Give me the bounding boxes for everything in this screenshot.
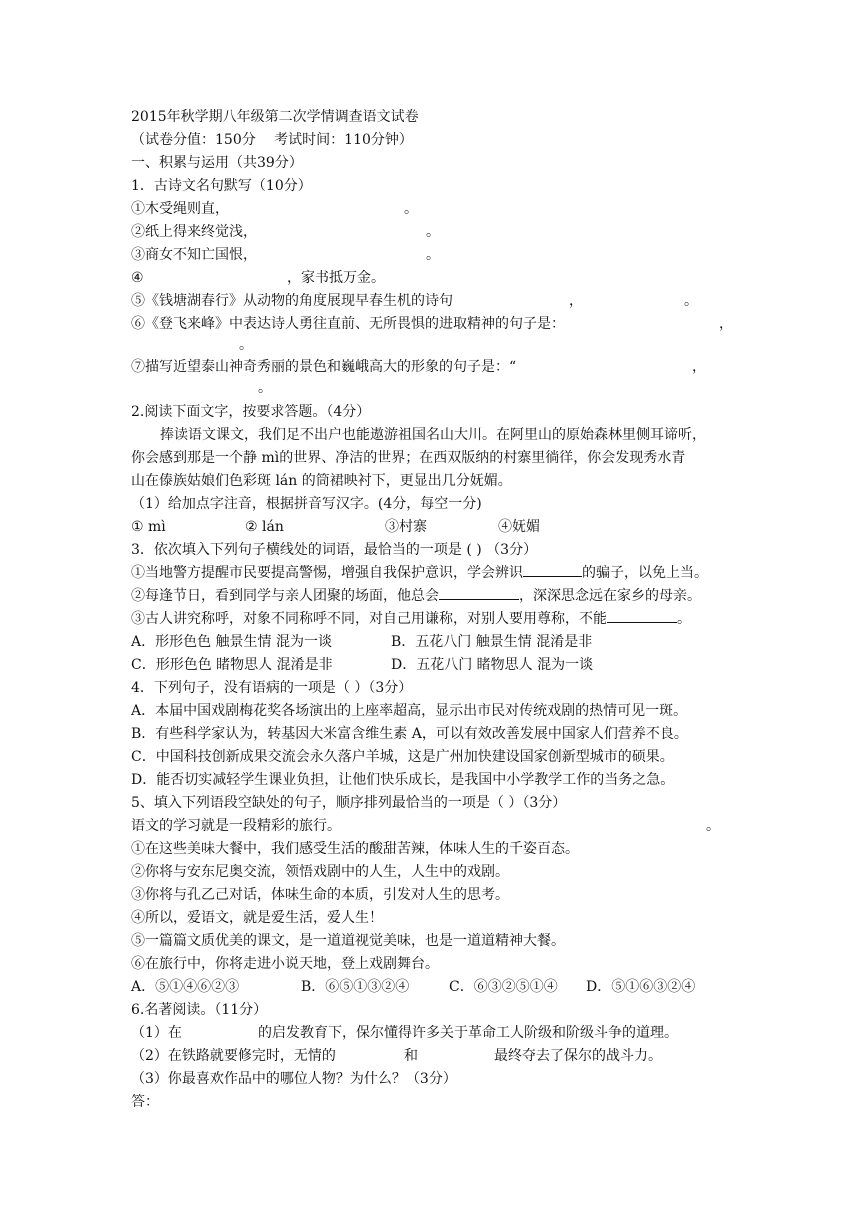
q2-paragraph-line-3: 山在傣族姑娘们色彩斑 lán 的筒裙映衬下，更显出几分妩媚。 <box>131 473 512 489</box>
q1-item-6-comma: ， <box>719 316 733 332</box>
q6-answer-label: 答： <box>131 1094 159 1110</box>
q3-blank-2[interactable] <box>439 587 519 600</box>
q1-item-3-end: 。 <box>426 247 440 263</box>
q5-option-c: C．⑥③②⑤①④ <box>449 979 558 995</box>
q5-heading: 5、填入下列语段空缺处的句子，顺序排列最恰当的一项是（ ）（3分） <box>131 795 567 811</box>
q5-item-4: ④所以，爱语文，就是爱生活，爱人生！ <box>131 910 383 926</box>
q2-option-4: ④妩媚 <box>498 519 540 535</box>
q1-item-6: ⑥《登飞来峰》中表达诗人勇往直前、无所畏惧的进取精神的句子是： <box>131 316 565 332</box>
q1-item-3: ③商女不知亡国恨， <box>131 247 257 263</box>
q4-option-c: C．中国科技创新成果交流会永久落户羊城，这是广州加快建设国家创新型城市的硕果。 <box>131 749 674 765</box>
q3-heading: 3．依次填入下列句子横线处的词语，最恰当的一项是 ( ) （3分） <box>131 542 538 558</box>
exam-info: （试卷分值：150分 考试时间：110分钟） <box>131 132 413 148</box>
q2-option-1: ① mì <box>131 519 166 535</box>
q4-heading: 4．下列句子，没有语病的一项是（ ）（3分） <box>131 680 413 696</box>
q5-option-b: B．⑥⑤①③②④ <box>301 979 410 995</box>
exam-title: 2015年秋学期八年级第二次学情调查语文试卷 <box>131 109 419 125</box>
q3-sentence-2-start: ②每逢节日，看到同学与亲人团聚的场面，他总会 <box>131 588 439 604</box>
q3-sentence-1-end: 的骗子，以免上当。 <box>582 565 708 581</box>
q3-option-c: C．形形色色 睹物思人 混淆是非 <box>131 657 333 673</box>
q1-item-5-comma: ， <box>569 293 583 309</box>
q5-item-5: ⑤一篇篇文质优美的课文，是一道道视觉美味，也是一道道精神大餐。 <box>131 933 565 949</box>
q5-item-3: ③你将与孔乙己对话，体味生命的本质，引发对人生的思考。 <box>131 887 509 903</box>
section-heading: 一、积累与运用（共39分） <box>131 155 303 171</box>
q3-sentence-1-start: ①当地警方提醒市民要提高警惕，增强自我保护意识，学会辨识 <box>131 565 523 581</box>
q1-item-1-end: 。 <box>404 201 418 217</box>
q3-sentence-3 <box>131 610 691 628</box>
q3-sentence-1 <box>131 564 708 582</box>
q6-heading: 6.名著阅读。（11分） <box>131 1002 268 1018</box>
q1-item-2: ②纸上得来终觉浅， <box>131 224 257 240</box>
q6-sub-3: （3）你最喜欢作品中的哪位人物？为什么？（3分） <box>131 1071 457 1087</box>
q4-option-a: A．本届中国戏剧梅花奖各场演出的上座率超高，显示出市民对传统戏剧的热情可见一斑。 <box>131 703 688 719</box>
q3-option-b: B．五花八门 触景生情 混淆是非 <box>391 634 593 650</box>
q6-sub-1-start: （1）在 <box>131 1025 182 1041</box>
q3-blank-1[interactable] <box>523 564 582 577</box>
q5-lead: 语文的学习就是一段精彩的旅行。 <box>131 818 341 834</box>
q1-item-4-tail: ，家书抵万金。 <box>287 270 385 286</box>
q2-option-3: ③村寨 <box>385 519 427 535</box>
q1-item-7-comma: ， <box>692 359 706 375</box>
q4-option-d: D．能否切实减轻学生课业负担，让他们快乐成长，是我国中小学教学工作的当务之急。 <box>131 772 675 788</box>
q4-option-b: B．有些科学家认为，转基因大米富含维生素 A，可以有效改善发展中国家人们营养不良。 <box>131 726 688 742</box>
q3-sentence-2-end: ，深深思念远在家乡的母亲。 <box>519 588 701 604</box>
q6-sub-2-end: 最终夺去了保尔的战斗力。 <box>494 1048 662 1064</box>
q1-item-1: ①木受绳则直， <box>131 201 229 217</box>
q1-item-4: ④ <box>131 270 144 286</box>
q2-sub-question: （1）给加点字注音，根据拼音写汉字。(4分，每空一分) <box>131 496 482 512</box>
q6-sub-2-start: （2）在铁路就要修完时，无情的 <box>131 1048 336 1064</box>
q1-item-7: ⑦描写近望泰山神奇秀丽的景色和巍峨高大的形象的句子是：“ <box>131 359 517 375</box>
q1-item-7-end: 。 <box>258 380 272 396</box>
q3-option-d: D．五花八门 睹物思人 混为一谈 <box>391 657 594 673</box>
q1-item-5: ⑤《钱塘湖春行》从动物的角度展现早春生机的诗句 <box>131 293 453 309</box>
q5-item-1: ①在这些美味大餐中，我们感受生活的酸甜苦辣，体味人生的千姿百态。 <box>131 841 579 857</box>
q1-item-5-end: 。 <box>684 293 698 309</box>
q2-heading: 2.阅读下面文字，按要求答题。（4分） <box>131 404 371 420</box>
q5-option-d: D．⑤①⑥③②④ <box>586 979 696 995</box>
q2-paragraph-line-2: 你会感到那是一个静 mì的世界、净洁的世界；在西双版纳的村寨里徜徉，你会发现秀水青 <box>131 450 686 466</box>
q2-option-2: ② lán <box>245 519 284 535</box>
q5-option-a: A．⑤①④⑥②③ <box>131 979 240 995</box>
q1-item-2-end: 。 <box>426 224 440 240</box>
q3-sentence-3-end: 。 <box>677 611 691 627</box>
q5-item-6: ⑥在旅行中，你将走进小说天地，登上戏剧舞台。 <box>131 956 439 972</box>
q1-heading: 1．古诗文名句默写（10分） <box>131 178 312 194</box>
q3-option-a: A．形形色色 触景生情 混为一谈 <box>131 634 333 650</box>
q3-blank-3[interactable] <box>607 610 677 623</box>
q1-item-6-end: 。 <box>239 337 253 353</box>
q3-sentence-2 <box>131 587 701 605</box>
q5-lead-end: 。 <box>706 818 720 834</box>
q3-sentence-3-start: ③古人讲究称呼，对象不同称呼不同，对自己用谦称，对别人要用尊称，不能 <box>131 611 607 627</box>
q2-paragraph-line-1: 捧读语文课文，我们足不出户也能遨游祖国名山大川。在阿里山的原始森林里侧耳谛听， <box>160 427 706 443</box>
q6-sub-1-end: 的启发教育下，保尔懂得许多关于革命工人阶级和阶级斗争的道理。 <box>258 1025 678 1041</box>
q5-item-2: ②你将与安东尼奥交流，领悟戏剧中的人生，人生中的戏剧。 <box>131 864 509 880</box>
q6-sub-2-middle: 和 <box>404 1048 418 1064</box>
